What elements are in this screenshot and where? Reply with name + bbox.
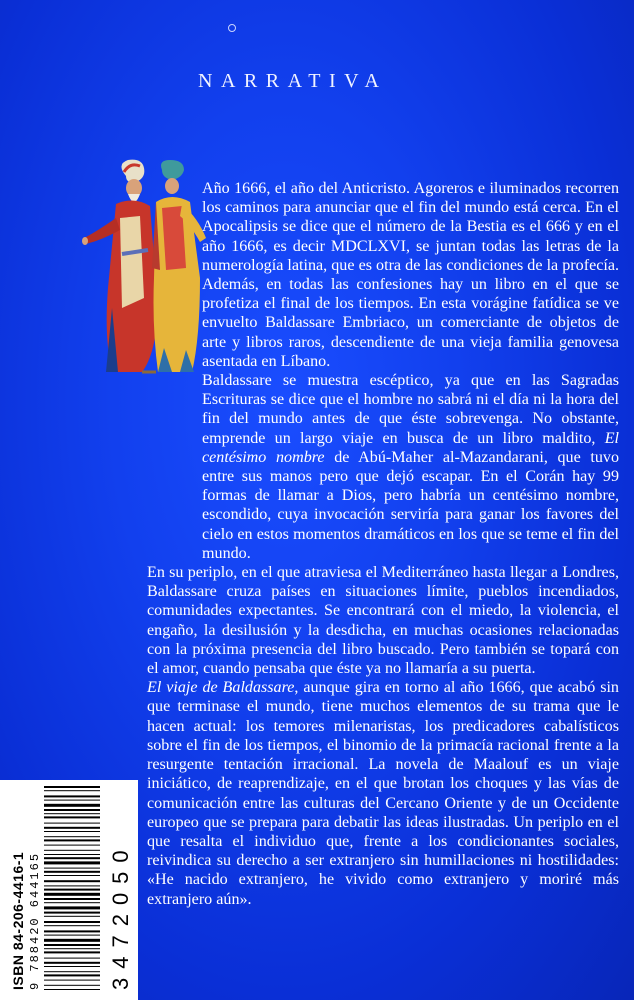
barcode-bar — [44, 854, 100, 855]
barcode-bar — [44, 868, 100, 869]
isbn-label: ISBN 84-206-4416-1 — [10, 851, 26, 990]
barcode-bar — [44, 898, 100, 900]
barcode-bar — [44, 958, 100, 959]
barcode-bar — [44, 948, 100, 949]
barcode-bar — [44, 861, 100, 864]
blurb-paragraph-3: En su periplo, en el que atraviesa el Mediterráneo hasta llegar a Londres, Baldassare cruza países en situaciones límite, pueblos incendiados, comunidades expectantes. Se encontrará con el miedo, la violencia, el engaño, la desilusión y la desdicha, en muchas ocasiones relacionadas con la próxima presencia del libro buscado. Pero también se topará con el amor, cuando pensaba que éste ya no llamaría a su puerta. — [147, 564, 619, 678]
barcode-bar — [44, 912, 100, 914]
barcode-bar — [44, 925, 100, 926]
p2-before-text: Baldassare se muestra escéptico, ya que en las Sagradas Escrituras se dice que el hombre no sabrá ni el día ni la hora del fin del mundo antes de que éste sobrevenga. No obstante, emprende un largo viaje en busca de un libro maldito, — [202, 372, 619, 447]
barcode-bar — [44, 857, 100, 859]
barcode-bar — [44, 845, 100, 846]
barcode-bar — [44, 889, 100, 891]
barcode-bar — [44, 804, 100, 807]
barcode-bar — [44, 985, 100, 986]
barcode-bar — [44, 930, 100, 932]
barcode-bar — [44, 816, 100, 818]
barcode-bar — [44, 885, 100, 886]
barcode-bar — [44, 989, 100, 990]
book-title-centesimo: El centésimo nombre — [202, 429, 619, 466]
barcode-bar — [44, 809, 100, 811]
barcode-bar — [44, 962, 100, 964]
barcode-bar — [44, 880, 100, 882]
barcode-bar — [44, 893, 100, 896]
barcode-bar — [44, 871, 100, 873]
ean-number: 9 788420 644165 — [28, 851, 42, 990]
book-title-viaje: El viaje de Baldassare — [147, 679, 295, 697]
p4-after-text: , aunque gira en torno al año 1666, que acabó sin que terminase el mundo, tiene muchos elementos de su trama que le hacen actual: los temores milenaristas, los predicadores cabalísticos sobre el fin de los tiempos, el binomio de la primacía racional frente a la resurgente tentación irracional. La novela de Maalouf es un viaje iniciático, de reaprendizaje, en el que brotan los choques y las vías de comunicación entre las culturas del Cercano Oriente y de un Occidente europeo que se prepara para debatir las ideas ilustradas. Un periplo en el que resalta el individuo que, frente a los condicionantes sociales, reivindica su derecho a ser extranjero sin humillaciones ni hostilidades: «He nacido extranjero, he vivido como extranjero y moriré más extranjero aún». — [147, 679, 619, 908]
barcode-bar — [44, 951, 100, 953]
barcode-bar — [44, 971, 100, 972]
barcode-bar — [44, 906, 100, 909]
barcode-bar — [44, 790, 100, 791]
barcode-bar — [44, 795, 100, 797]
barcode-bar — [44, 823, 100, 824]
barcode-bar — [44, 831, 100, 832]
ornament-dot — [228, 24, 236, 32]
barcode-bar — [44, 966, 100, 967]
barcode-code: 3472050 — [108, 841, 133, 990]
barcode-bar — [44, 944, 100, 946]
barcode-bar — [44, 875, 100, 876]
barcode-bar — [44, 786, 100, 788]
barcode-bar — [44, 813, 100, 814]
barcode-bar — [44, 980, 100, 981]
barcode-bar — [44, 850, 100, 851]
barcode-bar — [44, 939, 100, 942]
barcode-bar — [44, 974, 100, 976]
barcode-bar — [44, 921, 100, 923]
barcode-bar — [44, 839, 100, 841]
barcode-bar — [44, 902, 100, 903]
p2-after-text: de Abú-Maher al-Mazandarani, que tuvo entre sus manos pero que dejó escapar. En el Corán hay 99 formas de llamar a Dios, pero habría un centésimo nombre, escondido, cuya invocación serviría para ganar los favores del cielo en estos momentos dramáticos en los que se teme el fin del mundo. — [202, 448, 620, 562]
barcode-bar — [44, 836, 100, 837]
barcode-bar — [44, 827, 100, 829]
blurb-paragraph-1: Año 1666, el año del Anticristo. Agoreros e iluminados recorren los caminos para anunciar que el fin del mundo está cerca. En el Apocalipsis se dice que el número de la Bestia es el 666 y en el año 1666, es decir MDCLXVI, se juntan todas las letras de la numerología latina, que es otra de las condiciones de la profecía. Además, en todas las confesiones hay un libro en el que se profetiza el final de los tiempos. En esta vorágine fatídica se ve envuelto Baldassare Embriaco, un comerciante de objetos de arte y libros raros, descendiente de una vieja familia genovesa asentada en Líbano. — [202, 180, 619, 370]
series-title: NARRATIVA — [198, 70, 388, 92]
blurb-paragraph-2 — [147, 371, 619, 563]
barcode-bar — [44, 935, 100, 936]
barcode-bars — [44, 786, 100, 992]
barcode-bar — [44, 800, 100, 801]
blurb-paragraph-4 — [147, 678, 619, 908]
barcode-bar — [44, 916, 100, 917]
blurb-text — [147, 179, 619, 909]
